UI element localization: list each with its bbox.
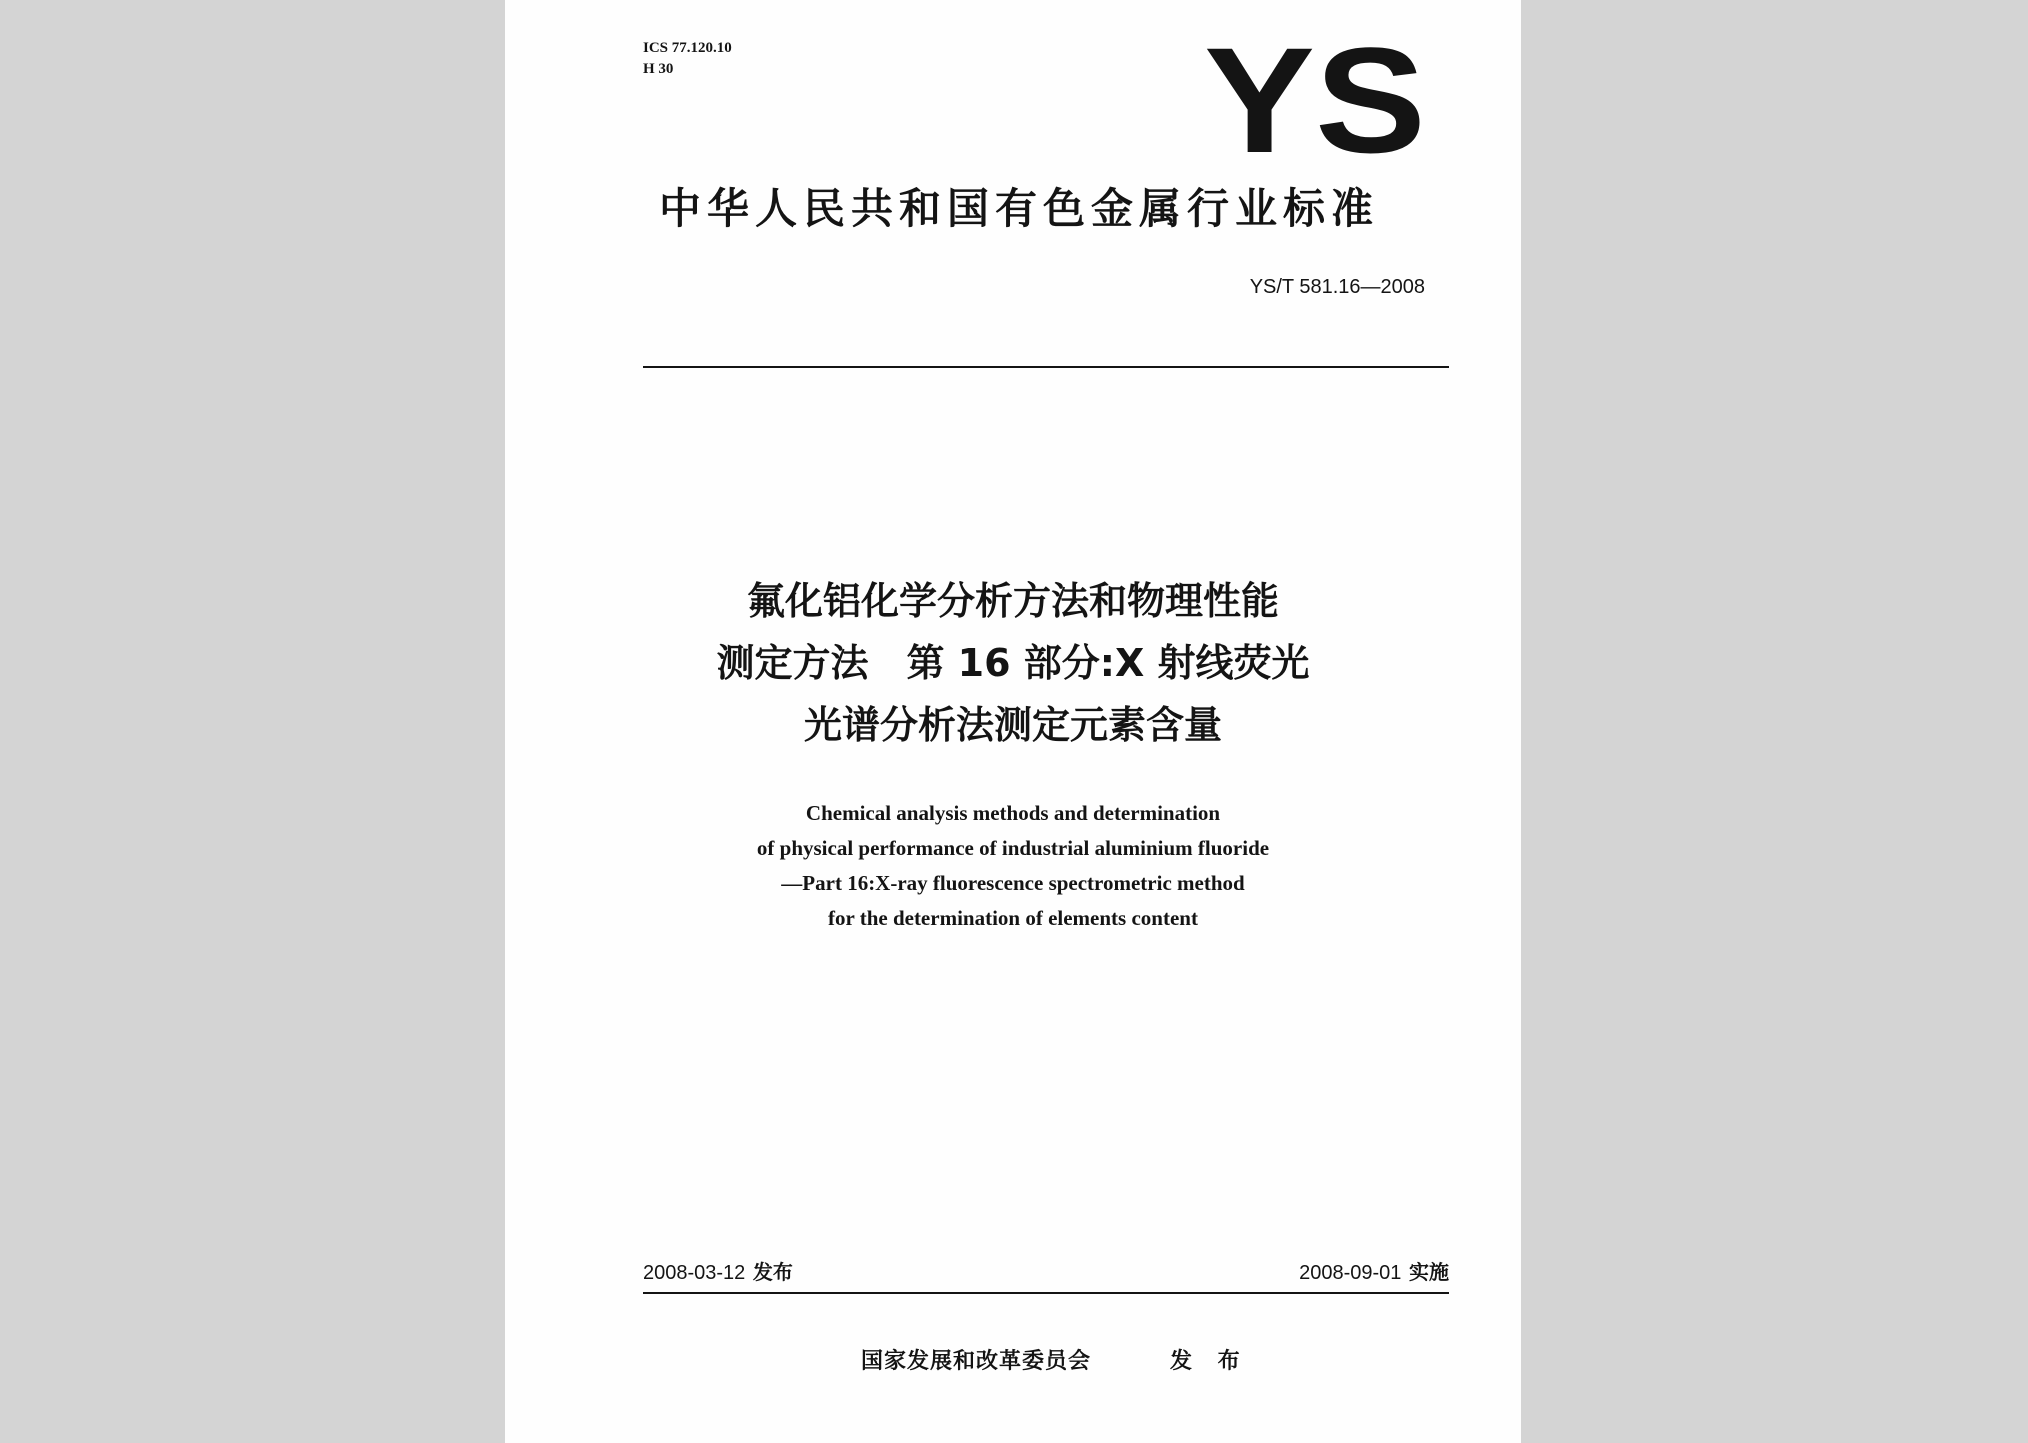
issue-date-block: [643, 1256, 793, 1285]
issuing-action: 发 布: [1170, 1349, 1249, 1374]
chinese-title-line-3: 光谱分析法测定元素含量: [803, 703, 1222, 747]
english-title: [505, 796, 1521, 936]
ys-logo: [1200, 28, 1430, 168]
english-title-line-4: for the determination of elements content: [828, 906, 1198, 930]
english-title-line-3: —Part 16:X-ray fluorescence spectrometric method: [781, 871, 1245, 895]
chinese-title-line-1: 氟化铝化学分析方法和物理性能: [746, 579, 1279, 623]
issuing-authority: 国家发展和改革委员会: [861, 1349, 1092, 1374]
english-title-line-1: Chemical analysis methods and determination: [805, 801, 1221, 825]
standard-number: YS/T 581.16—2008: [1249, 276, 1425, 298]
ics-code: ICS 77.120.10: [643, 40, 732, 56]
ys-logo-text: YS: [1204, 28, 1426, 168]
implement-date: 2008-09-01: [1299, 1262, 1402, 1284]
chinese-title: [505, 570, 1521, 756]
chinese-title-line-2: 测定方法 第 16 部分:X 射线荧光: [716, 641, 1310, 685]
bottom-divider: [643, 1292, 1449, 1294]
english-title-line-2: of physical performance of industrial aluminium fluoride: [756, 836, 1270, 860]
standard-organization-title: 中华人民共和国有色金属行业标准: [658, 184, 1379, 233]
issue-label: 发布: [752, 1260, 793, 1284]
implement-label: 实施: [1409, 1260, 1449, 1284]
implement-date-block: [1299, 1256, 1449, 1285]
top-divider: [643, 366, 1449, 368]
document-page: [505, 0, 1521, 1443]
ccs-code: H 30: [643, 61, 674, 77]
classification-codes: [643, 38, 732, 80]
issue-date: 2008-03-12: [643, 1262, 746, 1284]
